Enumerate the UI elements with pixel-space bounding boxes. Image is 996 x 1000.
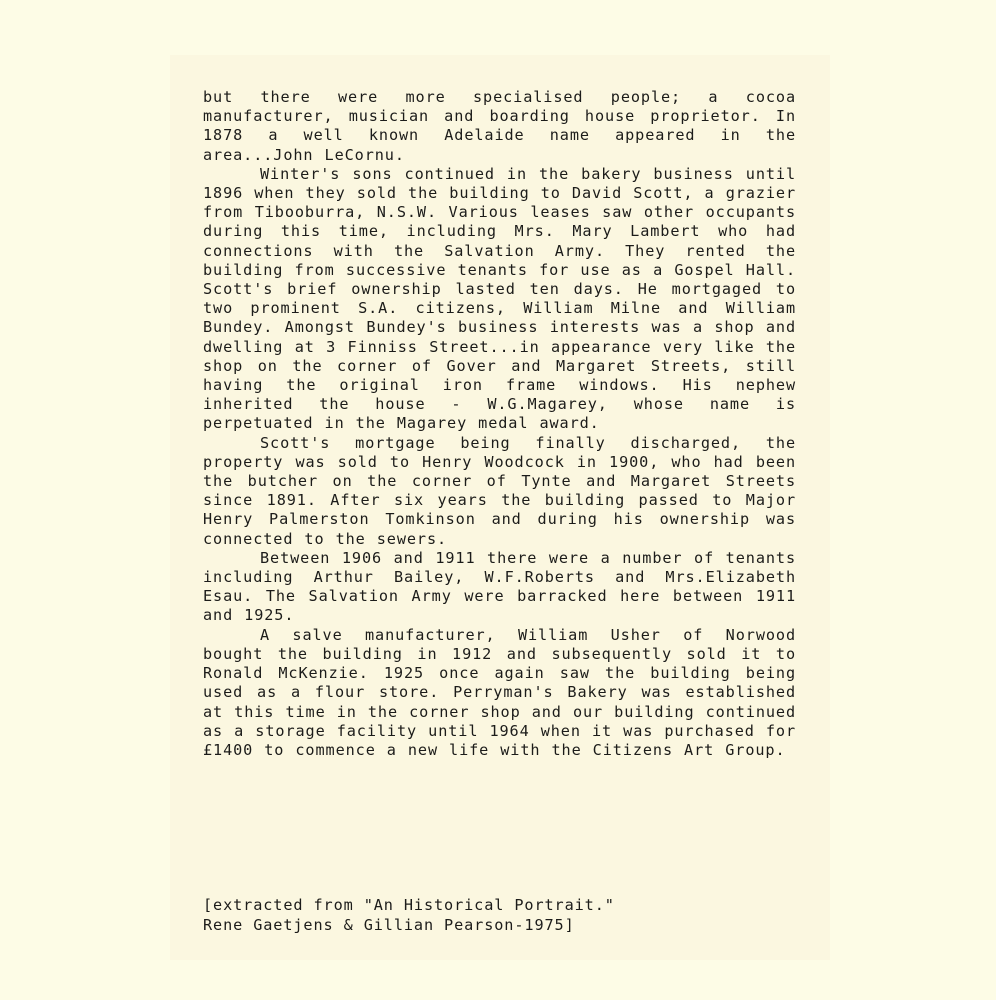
paragraph-2: Winter's sons continued in the bakery business until 1896 when they sold the building to David Scott, a grazier from Tibooburra, N.S.W. Various leases saw other occupants during this time, including Mrs. Mary Lambert who had connections with the Salvation Army. They rented the building from successive tenants for use as a Gospel Hall. Scott's brief ownership lasted ten days. He mortgaged to two prominent S.A. citizens, William Milne and William Bundey. Amongst Bundey's business interests was a shop and dwelling at 3 Finniss Street...in appearance very like the shop on the corner of Gover and Margaret Streets, still having the original iron frame windows. His nephew inherited the house - W.G.Magarey, whose name is perpetuated in the Magarey medal award.	[203, 164, 796, 433]
citation-line-1: [extracted from "An Historical Portrait."	[203, 896, 615, 914]
paragraph-3: Scott's mortgage being finally discharged, the property was sold to Henry Woodcock in 1900, who had been the butcher on the corner of Tynte and Margaret Streets since 1891. After six years the building passed to Major Henry Palmerston Tomkinson and during his ownership was connected to the sewers.	[203, 433, 796, 548]
citation	[203, 896, 796, 935]
paragraph-1: but there were more specialised people; a cocoa manufacturer, musician and boarding house proprietor. In 1878 a well known Adelaide name appeared in the area...John LeCornu.	[203, 88, 796, 164]
citation-line-2: Rene Gaetjens & Gillian Pearson-1975]	[203, 915, 575, 934]
body-text	[203, 88, 796, 760]
paragraph-5: A salve manufacturer, William Usher of Norwood bought the building in 1912 and subsequently sold it to Ronald McKenzie. 1925 once again saw the building being used as a flour store. Perryman's Bakery was established at this time in the corner shop and our building continued as a storage facility until 1964 when it was purchased for £1400 to commence a new life with the Citizens Art Group.	[203, 625, 796, 759]
paragraph-4: Between 1906 and 1911 there were a number of tenants including Arthur Bailey, W.F.Roberts and Mrs.Elizabeth Esau. The Salvation Army were barracked here between 1911 and 1925.	[203, 548, 796, 625]
